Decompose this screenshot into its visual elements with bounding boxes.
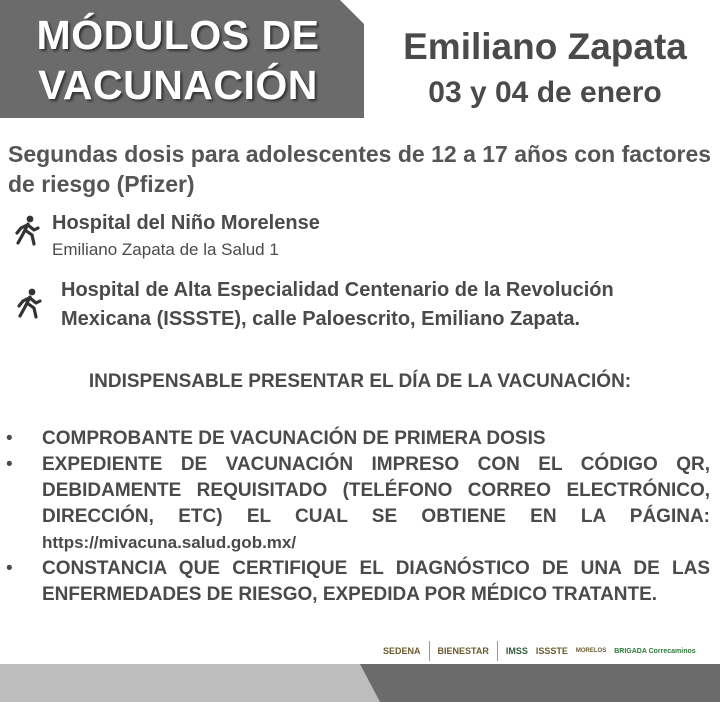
banner-title [8,10,348,110]
requirement-item [0,556,720,608]
site-2-name: Hospital de Alta Especialidad Centenario de la Revolución Mexicana (ISSSTE), calle Paloescrito, Emiliano Zapata. [61,279,614,330]
banner-line-1: MÓDULOS DE [36,12,320,58]
requirements-list [0,426,720,608]
institution-logos [383,636,718,666]
requirement-text: CONSTANCIA QUE CERTIFIQUE EL DIAGNÓSTICO DE UNA DE LAS ENFERMEDADES DE RIESGO, EXPEDIDA POR MÉDICO TRATANTE. [42,558,710,605]
logo-brigada: BRIGADA Correcaminos [614,647,696,655]
footer-bar-accent [0,664,380,702]
location-date: 03 y 04 de enero [428,76,662,109]
logo-bienestar: BIENESTAR [437,646,489,656]
logo-morelos: MORELOS [575,648,607,654]
logo-issste: ISSSTE [535,646,568,656]
walking-person-icon [12,215,40,247]
logo-imss: IMSS [505,646,528,656]
requirements-heading: INDISPENSABLE PRESENTAR EL DÍA DE LA VACUNACIÓN: [88,371,632,392]
walking-person-icon [14,288,42,320]
dose-subtitle: Segundas dosis para adolescentes de 12 a 17 años con factores de riesgo (Pfizer) [8,141,712,197]
vaccine-url-link[interactable]: https://mivacuna.salud.gob.mx/ [42,533,297,552]
requirement-item [0,452,720,556]
requirement-item [0,426,720,452]
site-1-address: Emiliano Zapata de la Salud 1 [52,240,279,259]
logo-divider [429,641,430,661]
location-title: Emiliano Zapata [403,26,687,67]
logo-divider [497,641,498,661]
site-1-name: Hospital del Niño Morelense [52,212,320,234]
banner-line-2: VACUNACIÓN [38,62,318,108]
requirement-text: EXPEDIENTE DE VACUNACIÓN IMPRESO CON EL CÓDIGO QR, DEBIDAMENTE REQUISITADO (TELÉFONO CORREO ELECTRÓNICO, DIRECCIÓN, ETC) EL CUAL SE OBTIENE EN LA PÁGINA: [42,454,710,527]
requirement-text: COMPROBANTE DE VACUNACIÓN DE PRIMERA DOSIS [42,428,546,449]
logo-sedena: SEDENA [383,646,421,656]
